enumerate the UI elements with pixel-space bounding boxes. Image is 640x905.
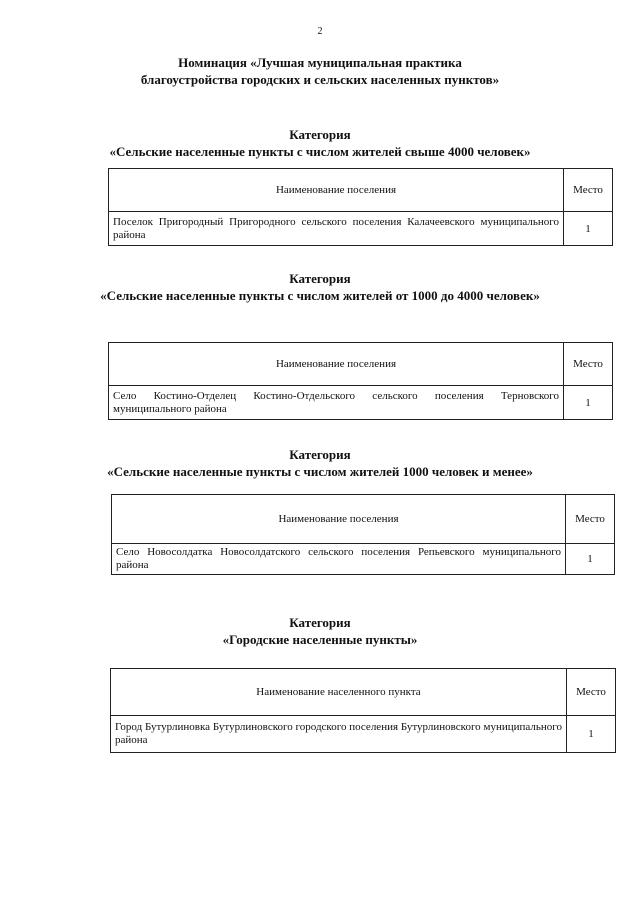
settlement-name-cell: Село Новосолдатка Новосолдатского сельского поселения Репьевского муниципального района xyxy=(112,544,566,575)
category-label: Категория xyxy=(289,271,351,286)
results-table-2 xyxy=(108,342,613,420)
page-number: 2 xyxy=(317,26,323,37)
category-title: «Сельские населенные пункты с числом жителей 1000 человек и менее» xyxy=(107,464,533,479)
table-header-row xyxy=(109,169,613,212)
category-label: Категория xyxy=(289,447,351,462)
table-header-row xyxy=(111,669,616,716)
place-cell: 1 xyxy=(566,544,615,575)
settlement-name-cell: Поселок Пригородный Пригородного сельского поселения Калачеевского муниципального района xyxy=(109,212,564,246)
place-cell: 1 xyxy=(564,212,613,246)
category-section-4 xyxy=(0,614,640,648)
results-table-3 xyxy=(111,494,615,575)
place-cell: 1 xyxy=(564,386,613,420)
table-row xyxy=(112,544,615,575)
category-label: Категория xyxy=(289,127,351,142)
results-table-1 xyxy=(108,168,613,246)
category-section-1 xyxy=(0,126,640,160)
column-header-place: Место xyxy=(566,495,615,544)
column-header-place: Место xyxy=(564,169,613,212)
column-header-name: Наименование поселения xyxy=(109,343,564,386)
place-cell: 1 xyxy=(567,716,616,753)
column-header-place: Место xyxy=(564,343,613,386)
results-table-4 xyxy=(110,668,616,753)
settlement-name-cell: Город Бутурлиновка Бутурлиновского городского поселения Бутурлиновского муниципального района xyxy=(111,716,567,753)
nomination-line-1: Номинация «Лучшая муниципальная практика xyxy=(178,55,462,70)
category-section-2 xyxy=(0,270,640,304)
category-title: «Сельские населенные пункты с числом жителей от 1000 до 4000 человек» xyxy=(100,288,540,303)
category-label: Категория xyxy=(289,615,351,630)
settlement-name-cell: Село Костино-Отделец Костино-Отдельского сельского поселения Терновского муниципального района xyxy=(109,386,564,420)
column-header-name: Наименование поселения xyxy=(109,169,564,212)
table-row xyxy=(109,212,613,246)
table-row xyxy=(109,386,613,420)
column-header-name: Наименование населенного пункта xyxy=(111,669,567,716)
column-header-place: Место xyxy=(567,669,616,716)
table-header-row xyxy=(109,343,613,386)
category-section-3 xyxy=(0,446,640,480)
column-header-name: Наименование поселения xyxy=(112,495,566,544)
nomination-line-2: благоустройства городских и сельских населенных пунктов» xyxy=(140,72,500,87)
table-row xyxy=(111,716,616,753)
nomination-title xyxy=(40,54,600,88)
category-title: «Сельские населенные пункты с числом жителей свыше 4000 человек» xyxy=(109,144,531,159)
category-title: «Городские населенные пункты» xyxy=(222,632,418,647)
table-header-row xyxy=(112,495,615,544)
